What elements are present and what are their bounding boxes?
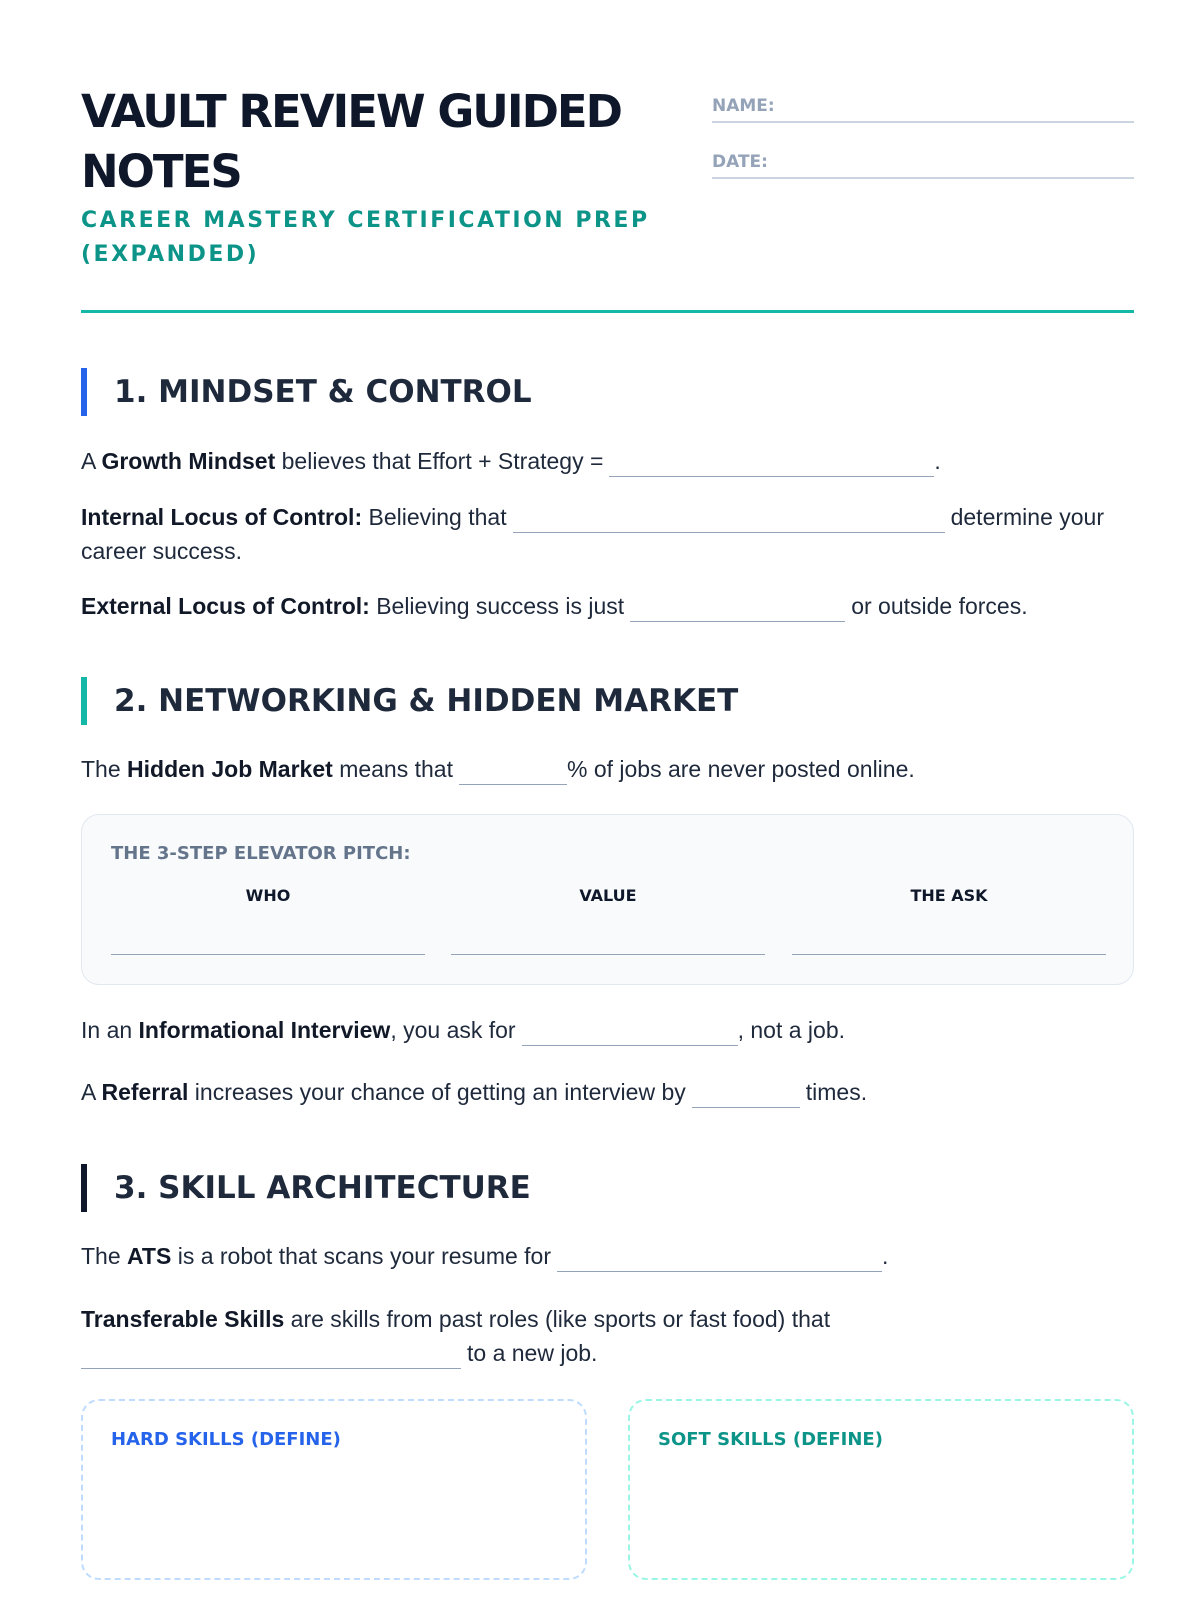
growth-mindset-blank[interactable] <box>609 449 934 477</box>
date-label: DATE: <box>712 152 768 172</box>
text: Believing success is just <box>376 593 625 619</box>
term-growth-mindset: Growth Mindset <box>101 448 276 474</box>
pitch-column-value[interactable] <box>451 883 765 955</box>
hidden-market-statement <box>81 752 1141 786</box>
term-hidden-job-market: Hidden Job Market <box>127 756 333 782</box>
page-subtitle: CAREER MASTERY CERTIFICATION PREP (EXPANDED) <box>81 208 650 267</box>
text: is a robot that scans your resume for <box>177 1243 551 1269</box>
pitch-column-who[interactable] <box>111 883 425 955</box>
external-locus-blank[interactable] <box>630 594 845 622</box>
text: Believing that <box>368 504 507 530</box>
text: determine your career success. <box>81 504 1105 564</box>
date-field[interactable] <box>712 149 1134 179</box>
text: times. <box>805 1079 868 1105</box>
term-ats: ATS <box>127 1243 172 1269</box>
term-internal-locus: Internal Locus of Control: <box>81 504 363 530</box>
text: to a new job. <box>467 1340 598 1366</box>
text: means that <box>339 756 453 782</box>
transferable-skills-blank[interactable] <box>81 1341 461 1369</box>
text: are skills from past roles (like sports or fast food) that <box>290 1306 831 1332</box>
pitch-ask-blank[interactable] <box>792 954 1106 955</box>
text: A <box>81 1079 96 1105</box>
section-heading-skills: 3. SKILL ARCHITECTURE <box>81 1164 531 1212</box>
text: believes that Effort + Strategy = <box>281 448 604 474</box>
growth-mindset-statement <box>81 444 1141 478</box>
pitch-column-label: WHO <box>245 886 291 905</box>
text: In an <box>81 1017 133 1043</box>
referral-statement <box>81 1075 1141 1109</box>
informational-interview-statement <box>81 1013 1141 1047</box>
text: . <box>882 1243 889 1269</box>
term-external-locus: External Locus of Control: <box>81 593 370 619</box>
elevator-pitch-box <box>81 814 1134 985</box>
hard-skills-box[interactable] <box>81 1399 587 1580</box>
section-heading-networking: 2. NETWORKING & HIDDEN MARKET <box>81 677 738 725</box>
pitch-column-ask[interactable] <box>792 883 1106 955</box>
ats-statement <box>81 1239 1141 1273</box>
header-divider <box>81 310 1134 313</box>
section-heading-mindset: 1. MINDSET & CONTROL <box>81 368 532 416</box>
soft-skills-title: SOFT SKILLS (DEFINE) <box>658 1429 883 1450</box>
pitch-value-blank[interactable] <box>451 954 765 955</box>
pitch-who-blank[interactable] <box>111 954 425 955</box>
text: The <box>81 756 121 782</box>
text: The <box>81 1243 121 1269</box>
soft-skills-box[interactable] <box>628 1399 1134 1580</box>
term-transferable-skills: Transferable Skills <box>81 1306 285 1332</box>
internal-locus-statement <box>81 500 1141 568</box>
pitch-column-label: THE ASK <box>910 886 988 905</box>
pitch-column-label: VALUE <box>579 886 637 905</box>
text: or outside forces. <box>851 593 1028 619</box>
text: , you ask for <box>390 1017 516 1043</box>
page-title: VAULT REVIEW GUIDED NOTES <box>81 85 622 198</box>
text: % of jobs are never posted online. <box>566 756 915 782</box>
text: increases your chance of getting an interview by <box>194 1079 686 1105</box>
informational-interview-blank[interactable] <box>522 1018 738 1046</box>
text: . <box>934 448 941 474</box>
referral-blank[interactable] <box>692 1080 800 1108</box>
internal-locus-blank[interactable] <box>513 505 945 533</box>
text: A <box>81 448 96 474</box>
ats-blank[interactable] <box>557 1244 882 1272</box>
name-label: NAME: <box>712 96 775 116</box>
hidden-market-blank[interactable] <box>459 757 567 785</box>
term-informational-interview: Informational Interview <box>138 1017 391 1043</box>
external-locus-statement <box>81 589 1141 623</box>
text: , not a job. <box>737 1017 846 1043</box>
elevator-pitch-title: THE 3-STEP ELEVATOR PITCH: <box>111 843 411 864</box>
name-field[interactable] <box>712 93 1134 123</box>
hard-skills-title: HARD SKILLS (DEFINE) <box>111 1429 341 1450</box>
term-referral: Referral <box>101 1079 189 1105</box>
transferable-skills-statement <box>81 1302 931 1370</box>
